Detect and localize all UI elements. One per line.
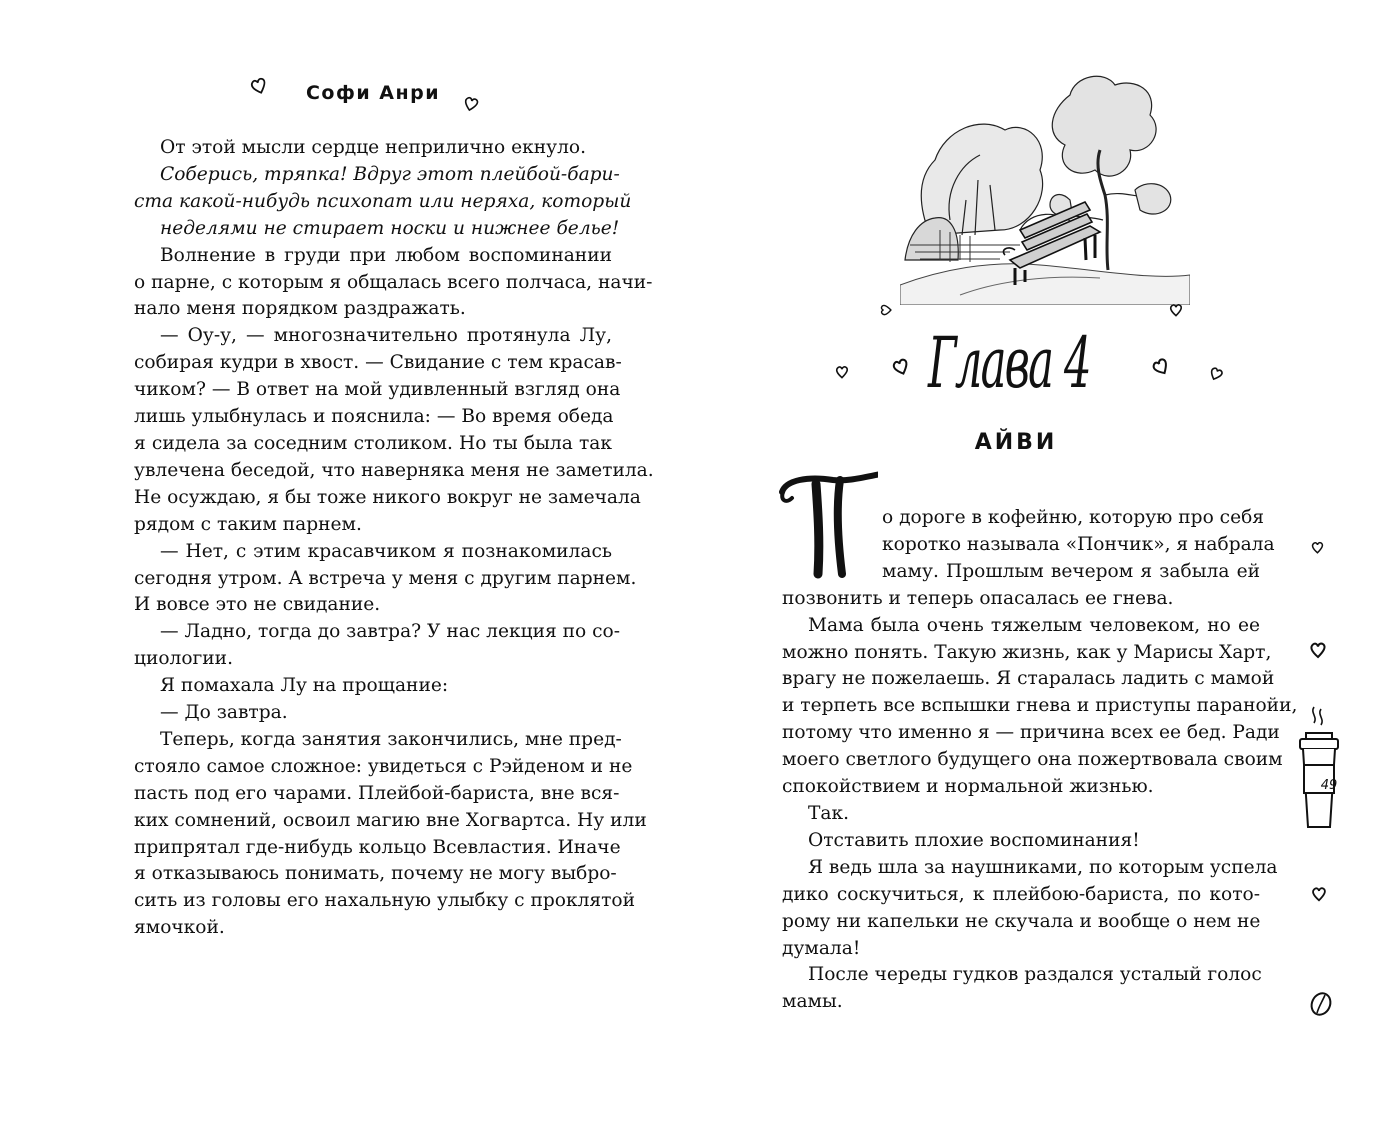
text-line: ких сомнений, освоил магию вне Хогвартса. Ну или <box>134 809 647 831</box>
heart-icon <box>1308 640 1328 660</box>
text-line: о дороге в кофейню, которую про себя <box>882 507 1265 528</box>
park-bench-illustration <box>900 70 1190 305</box>
text-line: стояло самое сложное: увидеться с Рэйденом и не <box>134 755 633 777</box>
text-line: сегодня утром. А встреча у меня с другим парнем. <box>134 567 637 589</box>
heart-icon <box>1310 884 1328 904</box>
text-line: — Оу-у, — многозначительно протянула Лу, <box>160 325 612 347</box>
text-line: собирая кудри в хвост. — Свидание с тем красав- <box>134 352 622 374</box>
text-line: и терпеть все вспышки гнева и приступы паранойи, <box>782 695 1298 717</box>
text-line: Не осуждаю, я бы тоже никого вокруг не замечала <box>134 486 641 508</box>
text-line: мамы. <box>782 991 843 1013</box>
heart-icon <box>1208 366 1224 382</box>
text-line: лишь улыбнулась и пояснила: — Во время обеда <box>134 406 614 428</box>
side-decorations <box>1286 0 1346 1125</box>
text-line: Соберись, тряпка! Вдруг этот плейбой-бари- <box>160 163 620 185</box>
text-line: ямочкой. <box>134 917 225 939</box>
text-line: чиком? — В ответ на мой удивленный взгляд она <box>134 379 621 401</box>
text-line: Мама была очень тяжелым человеком, но ее <box>808 614 1260 636</box>
text-line: циологии. <box>134 648 233 670</box>
text-line: увлечена беседой, что наверняка меня не заметила. <box>134 459 654 481</box>
text-line: я сидела за соседним столиком. Но ты была так <box>134 432 612 454</box>
right-page <box>696 0 1393 1125</box>
text-line: После череды гудков раздался усталый голос <box>808 964 1262 986</box>
heart-icon <box>1310 540 1325 555</box>
text-line: припрятал где-нибудь кольцо Всевластия. Иначе <box>134 836 621 858</box>
text-line: рому ни капельки не скучала и вообще о нем не <box>782 910 1261 932</box>
text-line: о парне, с которым я общалась всего полчаса, начи- <box>134 271 653 293</box>
text-line: позвонить и теперь опасалась ее гнева. <box>782 587 1174 609</box>
text-line: неделями не стирает носки и нижнее белье! <box>160 217 620 239</box>
text-line: маму. Прошлым вечером я забыла ей <box>882 560 1260 582</box>
text-line: моего светлого будущего она пожертвовала своим <box>782 749 1283 771</box>
text-line: потому что именно я — причина всех ее бед. Ради <box>782 722 1280 744</box>
heart-icon <box>879 302 893 318</box>
heart-icon <box>891 357 911 377</box>
text-line: Волнение в груди при любом воспоминании <box>160 244 612 266</box>
text-line: — Нет, с этим красавчиком я познакомилась <box>160 540 612 562</box>
heart-icon <box>834 364 850 380</box>
left-page <box>0 0 696 1125</box>
heart-icon <box>461 95 481 113</box>
text-line: сить из головы его нахальную улыбку с проклятой <box>134 890 636 912</box>
text-line: думала! <box>782 937 861 959</box>
text-line: врагу не пожелаешь. Я старалась ладить с мамой <box>782 668 1275 690</box>
text-line: пасть под его чарами. Плейбой-бариста, вне вся- <box>134 782 620 804</box>
heart-icon <box>1168 302 1184 318</box>
text-line: можно понять. Такую жизнь, как у Марисы Харт, <box>782 641 1272 663</box>
text-line: — Ладно, тогда до завтра? У нас лекция по со- <box>160 621 620 643</box>
chapter-subtitle: АЙВИ <box>974 430 1058 455</box>
text-line: Отставить плохие воспоминания! <box>808 829 1140 851</box>
text-line: дико соскучиться, к плейбою-бариста, по кото- <box>782 883 1260 905</box>
text-line: спокойствием и нормальной жизнью. <box>782 776 1154 798</box>
text-line: Я помахала Лу на прощание: <box>160 675 449 697</box>
coffee-bean-icon <box>1308 990 1334 1018</box>
coffee-cup-icon <box>1294 705 1344 831</box>
text-line: Теперь, когда занятия закончились, мне пред- <box>160 728 622 750</box>
chapter-title: Глава 4 <box>928 322 1090 404</box>
text-line: рядом с таким парнем. <box>134 513 362 535</box>
page-number: 49 <box>1320 778 1338 793</box>
text-line: Я ведь шла за наушниками, по которым успела <box>808 856 1278 878</box>
text-line: ста какой-нибудь психопат или неряха, который <box>134 190 632 212</box>
running-head: Софи Анри <box>305 82 441 104</box>
right-body-text <box>782 505 1298 1016</box>
text-line: нало меня порядком раздражать. <box>134 298 466 320</box>
left-body-text <box>134 135 654 942</box>
text-line: Так. <box>808 802 850 824</box>
text-line: я отказываюсь понимать, почему не могу выбро- <box>134 863 617 885</box>
text-line: коротко называла «Пончик», я набрала <box>882 533 1275 555</box>
heart-icon <box>1151 357 1171 377</box>
text-line: И вовсе это не свидание. <box>134 594 381 616</box>
text-line: От этой мысли сердце неприлично екнуло. <box>160 137 587 158</box>
text-line: — До завтра. <box>160 702 288 724</box>
